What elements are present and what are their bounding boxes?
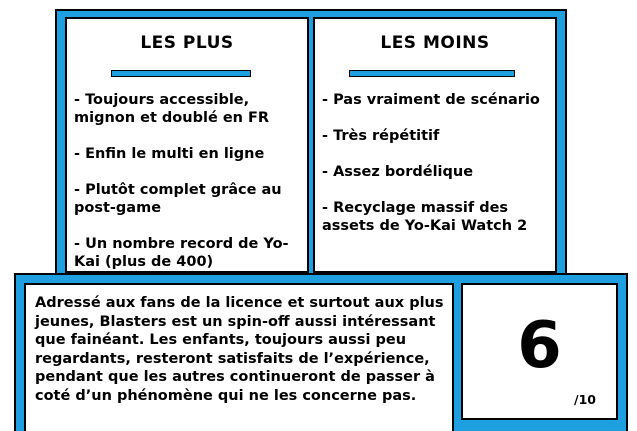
- plus-panel: [65, 17, 309, 273]
- moins-heading-underline: [349, 70, 515, 77]
- plus-list: [74, 91, 297, 289]
- moins-item: - Assez bordélique: [322, 164, 474, 180]
- score-panel: [461, 283, 618, 420]
- moins-item: - Pas vraiment de scénario: [322, 92, 540, 108]
- plus-item: - Enfin le multi en ligne: [74, 146, 265, 162]
- moins-list: [322, 91, 545, 253]
- summary-panel: [24, 283, 454, 431]
- moins-item: - Très répétitif: [322, 128, 440, 144]
- moins-heading: LES MOINS: [380, 33, 490, 53]
- summary-text: Adressé aux fans de la licence et surtout aux plus jeunes, Blasters est un spin-off aussi intéressant que fainéant. Les enfants, toujours aussi peu regardants, resteront satisfaits de l’expérience, pendant que les autres continueront de passer à coté d’un phénomène qui ne les concerne pas.: [35, 295, 444, 404]
- moins-panel: [313, 17, 557, 273]
- score-value: 6: [517, 309, 562, 383]
- plus-item: - Toujours accessible, mignon et doublé en FR: [74, 92, 270, 126]
- moins-item: - Recyclage massif des assets de Yo-Kai Watch 2: [322, 200, 528, 234]
- plus-item: - Plutôt complet grâce au post-game: [74, 182, 282, 216]
- score-max: /10: [574, 392, 596, 407]
- plus-item: - Un nombre record de Yo-Kai (plus de 400): [74, 236, 289, 270]
- plus-heading-underline: [111, 70, 251, 77]
- plus-heading: LES PLUS: [140, 33, 234, 53]
